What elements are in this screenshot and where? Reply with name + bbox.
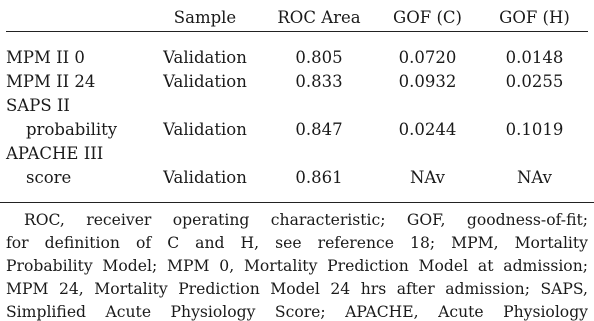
sample-cell: Validation — [163, 72, 247, 91]
header-sample: Sample — [146, 4, 264, 32]
footnote-line: ROC, receiver operating characteristic; GOF, goodness-of-fit; — [24, 211, 588, 229]
model-name-continued: probability — [26, 120, 118, 139]
gof-c-cell: 0.0244 — [398, 120, 457, 139]
roc-area-cell: 0.847 — [295, 120, 343, 139]
gof-h-cell: 0.0148 — [505, 48, 564, 67]
sample-cell: Validation — [163, 168, 247, 187]
footnote-line: for definition of C and H, see reference 18; MPM, Mortality — [6, 234, 588, 252]
model-name: MPM II 24 — [6, 72, 96, 91]
table-bottom-rule — [0, 202, 594, 203]
table-row — [6, 32, 588, 71]
results-table — [6, 4, 588, 190]
gof-c-cell: 0.0720 — [398, 48, 457, 67]
footnote-line: Probability Model; MPM 0, Mortality Prediction Model at admission; — [6, 257, 588, 275]
gof-c-cell: NAv — [409, 168, 445, 187]
table-row — [6, 118, 588, 142]
table-footnote — [6, 209, 588, 321]
gof-h-cell: NAv — [516, 168, 552, 187]
header-roc-area: ROC Area — [264, 4, 374, 32]
gof-h-cell: 0.0255 — [505, 72, 564, 91]
sample-cell: Validation — [163, 120, 247, 139]
roc-area-cell: 0.805 — [295, 48, 343, 67]
footnote-line: Simplified Acute Physiology Score; APACHE, Acute Physiology — [6, 303, 588, 321]
table-row-name-line — [6, 94, 588, 118]
table-row — [6, 166, 588, 190]
footnote-line: MPM 24, Mortality Prediction Model 24 hrs after admission; SAPS, — [6, 280, 588, 298]
model-name: MPM II 0 — [6, 48, 85, 67]
table-row — [6, 70, 588, 94]
model-name-continued: score — [26, 168, 72, 187]
gof-c-cell: 0.0932 — [398, 72, 457, 91]
model-name: SAPS II — [6, 96, 70, 115]
sample-cell: Validation — [163, 48, 247, 67]
header-row — [6, 4, 588, 32]
header-gof-c: GOF (C) — [374, 4, 481, 32]
model-name: APACHE III — [6, 144, 104, 163]
table-header — [6, 4, 588, 32]
roc-area-cell: 0.861 — [295, 168, 343, 187]
table-row-name-line — [6, 142, 588, 166]
gof-h-cell: 0.1019 — [505, 120, 564, 139]
roc-area-cell: 0.833 — [295, 72, 343, 91]
table-body — [6, 32, 588, 191]
header-model — [6, 4, 146, 32]
header-gof-h: GOF (H) — [481, 4, 588, 32]
